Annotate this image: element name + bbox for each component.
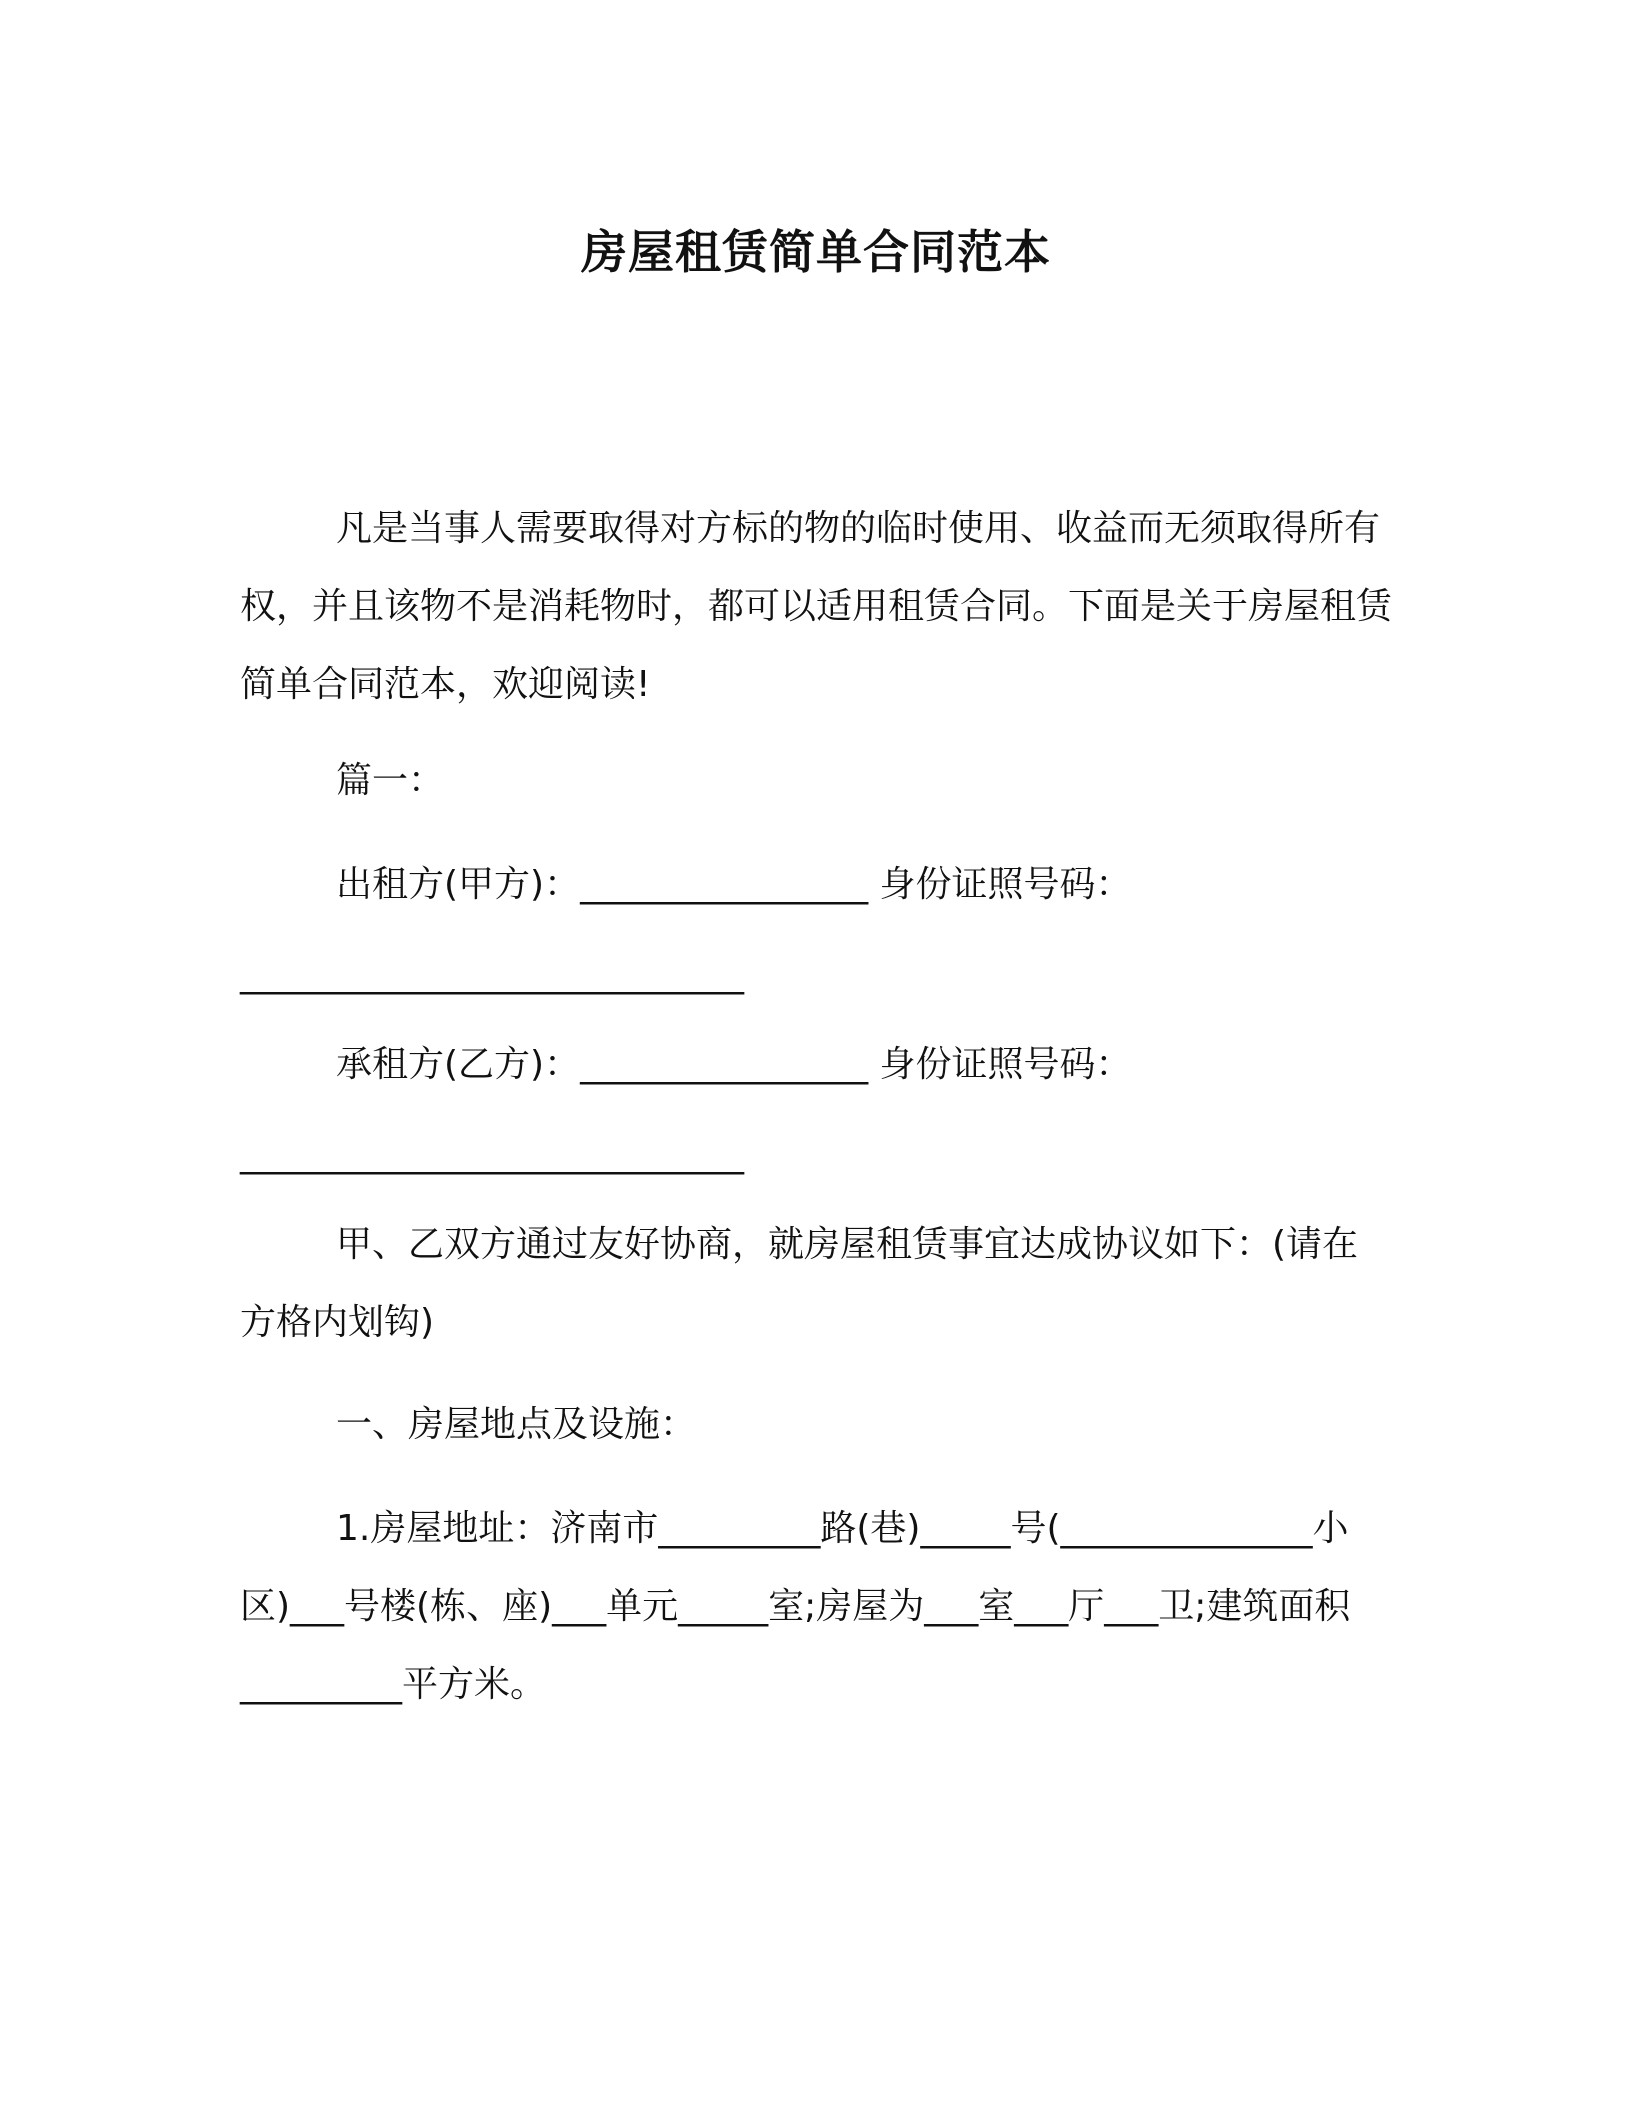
lessor-line: 出租方(甲方)：________________ 身份证照号码： xyxy=(336,864,1132,905)
part-heading: 篇一： xyxy=(336,760,445,801)
lessee-id-blank: ____________________________ xyxy=(240,1134,744,1175)
document-title: 房屋租赁简单合同范本 xyxy=(581,225,1051,279)
lessor-id-blank: ____________________________ xyxy=(240,954,744,995)
intro-paragraph: 凡是当事人需要取得对方标的物的临时使用、收益而无须取得所有权，并且该物不是消耗物时，都可以适用租赁合同。下面是关于房屋租赁简单合同范本，欢迎阅读! xyxy=(240,508,1393,705)
agreement-paragraph: 甲、乙双方通过友好协商，就房屋租赁事宜达成协议如下：(请在方格内划钩) xyxy=(240,1224,1359,1343)
lessee-line: 承租方(乙方)：________________ 身份证照号码： xyxy=(336,1044,1132,1085)
section-one-heading: 一、房屋地点及设施： xyxy=(336,1404,697,1445)
address-paragraph: 1.房屋地址：济南市_________路(巷)_____号(______________小区)___号楼(栋、座)___单元_____室;房屋为___室___厅___卫;建筑面积_________平方米。 xyxy=(240,1508,1351,1705)
